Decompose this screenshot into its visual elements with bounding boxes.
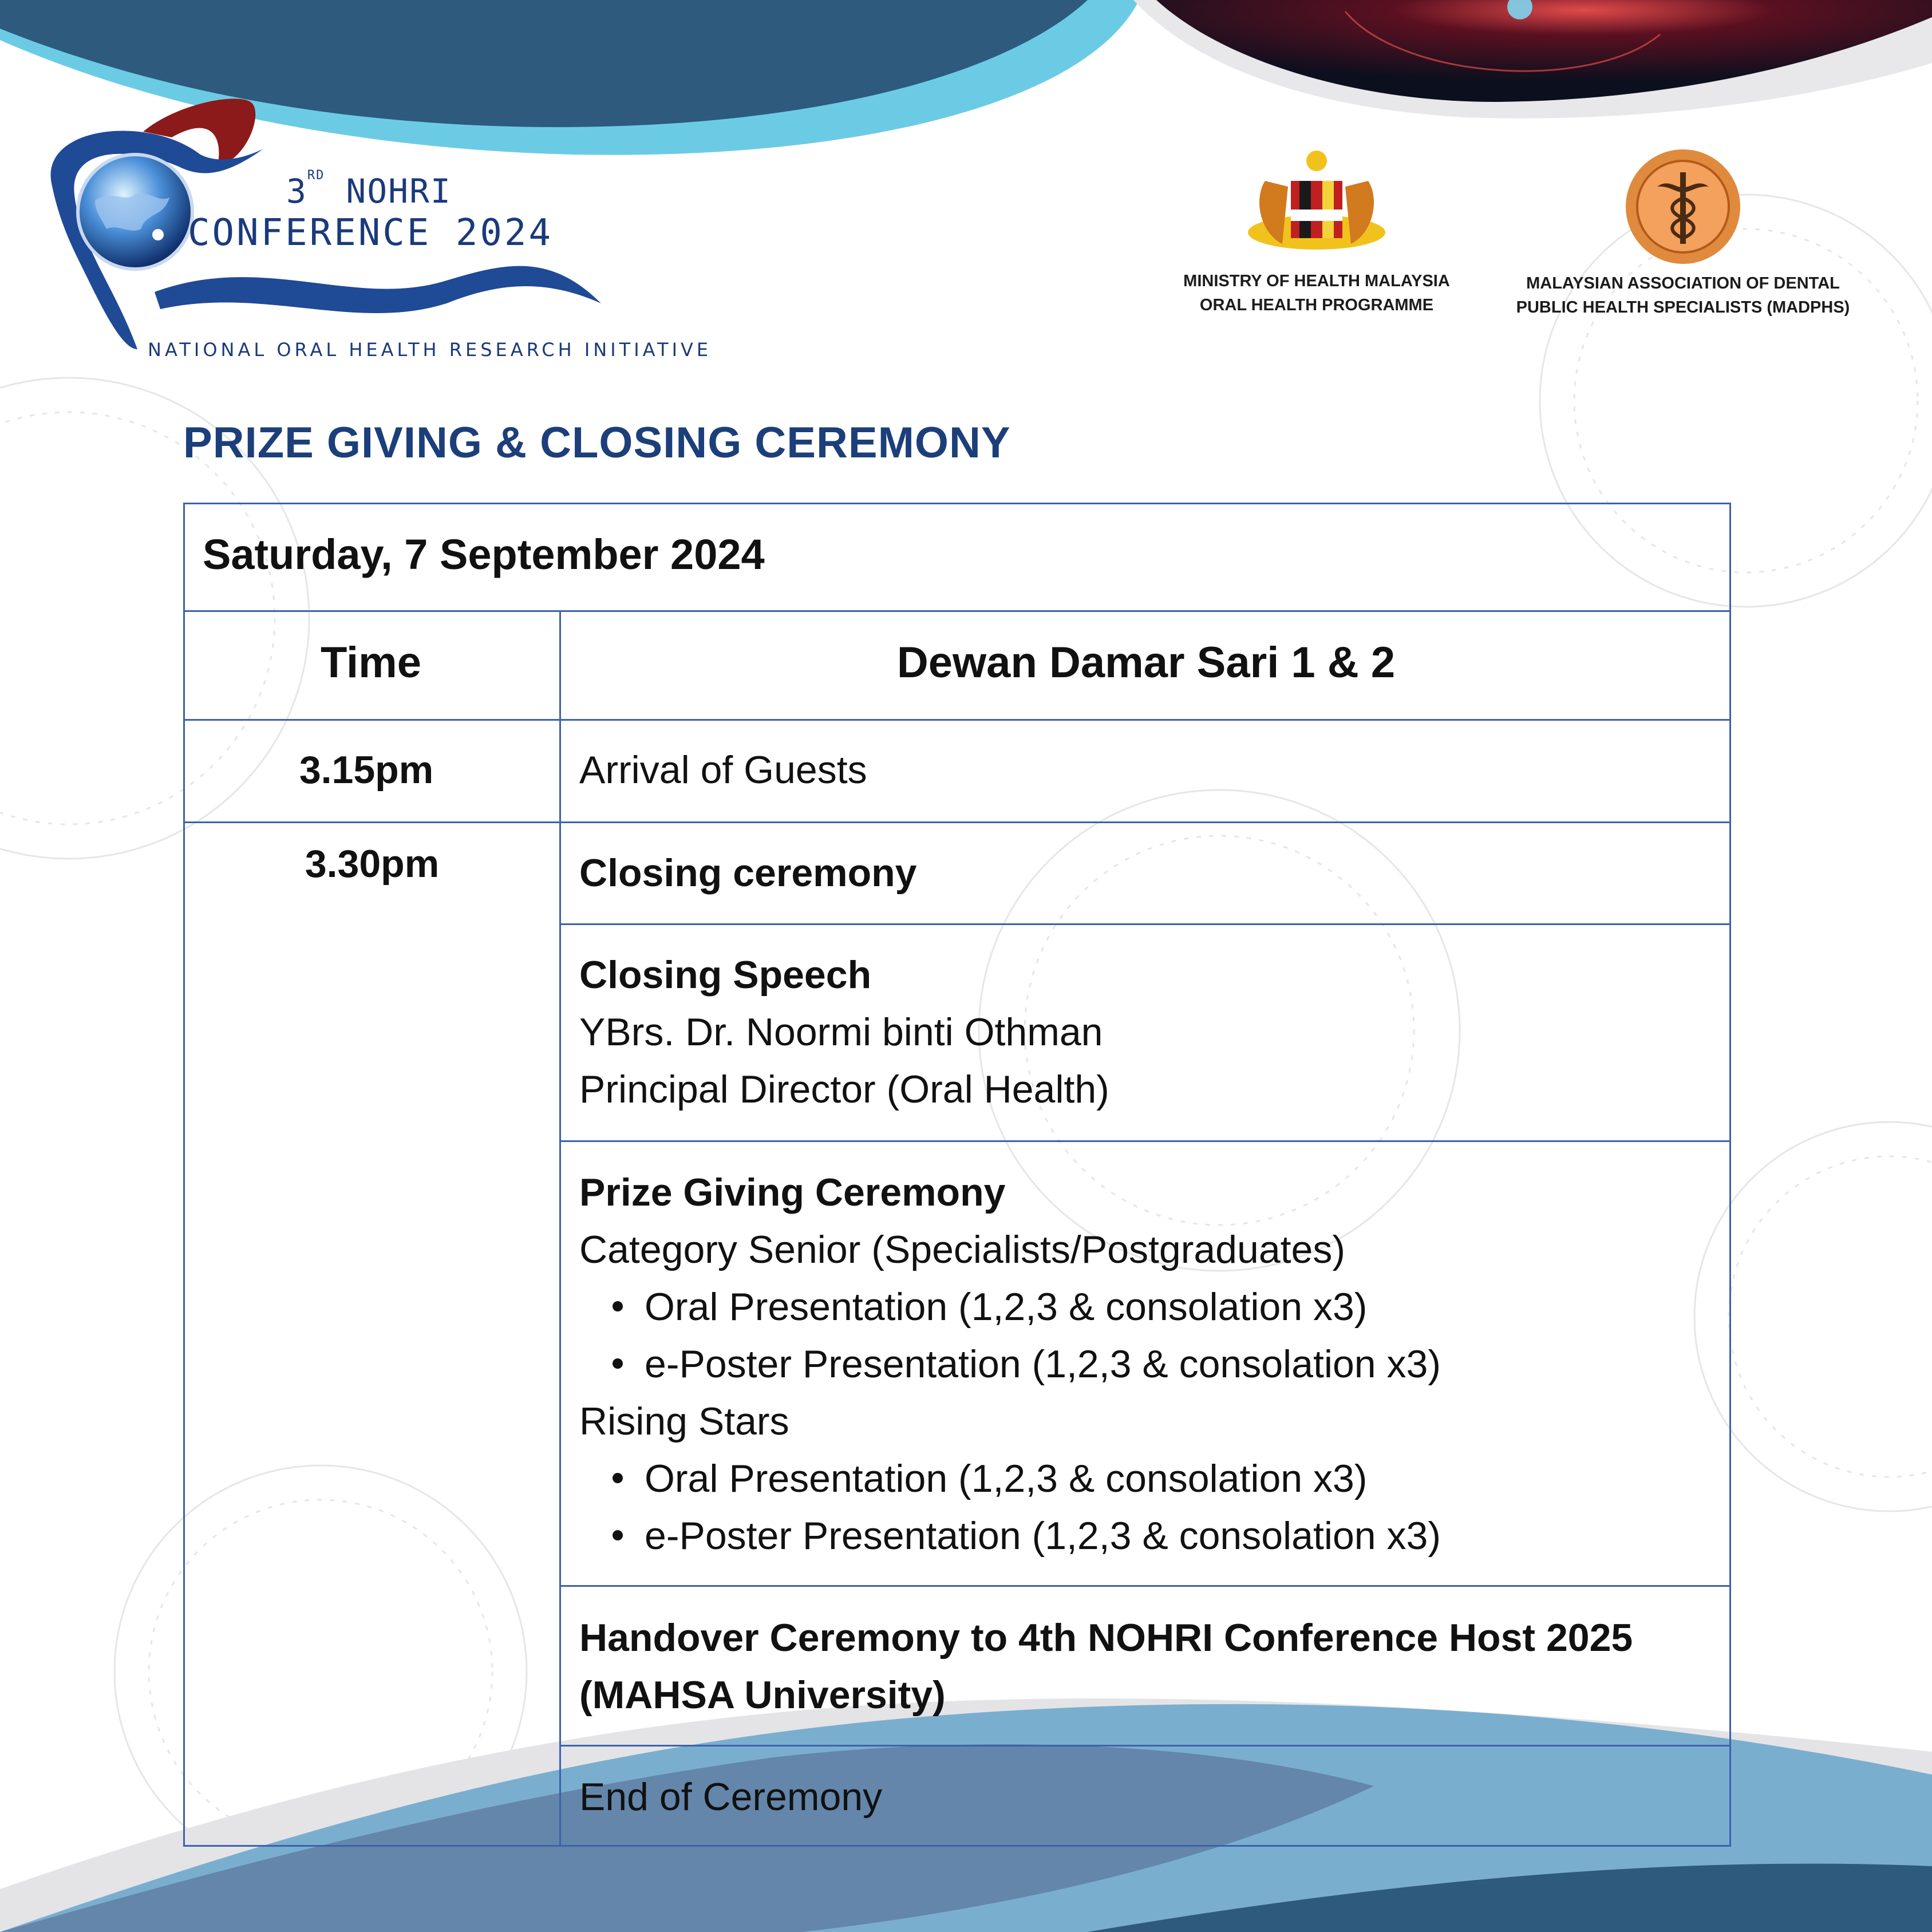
table-column-divider xyxy=(559,610,561,1847)
closing-speech-title: Closing Speech xyxy=(579,953,872,997)
senior-category: Category Senior (Specialists/Postgraduates) xyxy=(579,1228,1345,1271)
arrival-of-guests: Arrival of Guests xyxy=(579,748,867,792)
table-divider xyxy=(183,821,1731,823)
handover-ceremony: Handover Ceremony to 4th NOHRI Conference Host 2025 xyxy=(579,1616,1633,1660)
table-divider xyxy=(559,1140,1731,1142)
caduceus-icon xyxy=(1623,147,1743,267)
time-slot-1: 3.15pm xyxy=(299,748,434,792)
closing-speech-role: Principal Director (Oral Health) xyxy=(579,1068,1109,1111)
conference-title: CONFERENCE 2024 xyxy=(188,212,553,254)
table-divider xyxy=(183,719,1731,721)
table-divider xyxy=(559,923,1731,925)
list-item: e-Poster Presentation (1,2,3 & consolation x3) xyxy=(613,1514,1441,1558)
list-item: e-Poster Presentation (1,2,3 & consolation x3) xyxy=(613,1342,1441,1386)
list-item: Oral Presentation (1,2,3 & consolation x3) xyxy=(613,1456,1367,1501)
moh-logo-block xyxy=(1156,147,1477,317)
column-header-venue: Dewan Damar Sari 1 & 2 xyxy=(896,638,1396,687)
coat-of-arms-icon xyxy=(1242,147,1391,261)
closing-ceremony: Closing ceremony xyxy=(579,851,917,895)
page-title: PRIZE GIVING & CLOSING CEREMONY xyxy=(183,418,1011,467)
schedule-date: Saturday, 7 September 2024 xyxy=(203,531,765,578)
bullet-icon xyxy=(613,1530,623,1540)
conference-tagline: NATIONAL ORAL HEALTH RESEARCH INITIATIVE xyxy=(148,339,712,361)
table-divider xyxy=(183,610,1731,612)
rising-stars-category: Rising Stars xyxy=(579,1400,789,1443)
bullet-icon xyxy=(613,1301,623,1311)
end-of-ceremony: End of Ceremony xyxy=(579,1775,883,1819)
table-divider xyxy=(559,1745,1731,1747)
madphs-logo-block xyxy=(1500,147,1866,319)
bullet-icon xyxy=(613,1473,623,1483)
moh-label: MINISTRY OF HEALTH MALAYSIA ORAL HEALTH PROGRAMME xyxy=(1183,272,1450,314)
globe-icon xyxy=(72,149,198,275)
handover-host: (MAHSA University) xyxy=(579,1673,946,1717)
closing-speech-speaker: YBrs. Dr. Noormi binti Othman xyxy=(579,1010,1103,1054)
nohri-logo xyxy=(34,92,744,366)
time-slot-2: 3.30pm xyxy=(305,842,440,886)
prize-giving-title: Prize Giving Ceremony xyxy=(579,1171,1006,1214)
madphs-label: MALAYSIAN ASSOCIATION OF DENTAL PUBLIC HEALTH SPECIALISTS (MADPHS) xyxy=(1516,274,1850,317)
list-item: Oral Presentation (1,2,3 & consolation x3) xyxy=(613,1285,1367,1329)
conference-edition: 3RD NOHRI xyxy=(286,168,452,211)
table-divider xyxy=(559,1585,1731,1587)
bullet-icon xyxy=(613,1358,623,1369)
column-header-time: Time xyxy=(320,638,421,687)
